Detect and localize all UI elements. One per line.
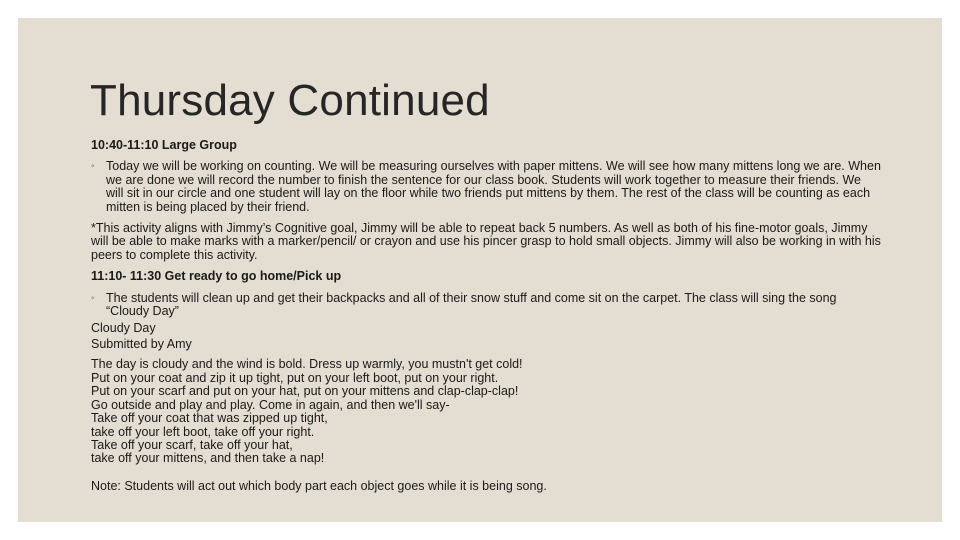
lyric-line: Take off your coat that was zipped up tight, xyxy=(91,411,328,426)
song-lyrics xyxy=(91,358,881,465)
bullet-item-counting xyxy=(91,160,881,214)
lyric-line: The day is cloudy and the wind is bold. Dress up warmly, you mustn't get cold! xyxy=(91,357,523,372)
slide xyxy=(18,18,942,522)
bullet-text-cleanup: The students will clean up and get their backpacks and all of their snow stuff and come sit on the carpet. The class will sing the song “Cloudy Day” xyxy=(106,290,837,319)
submitted-by: Submitted by Amy xyxy=(91,337,192,352)
footer-note: Note: Students will act out which body part each object goes while it is being song. xyxy=(91,478,547,493)
lyric-line: take off your left boot, take off your right. xyxy=(91,424,315,439)
song-title: Cloudy Day xyxy=(91,321,156,336)
bullet-icon: ◦ xyxy=(91,161,95,173)
bullet-item-cleanup xyxy=(91,292,881,319)
lyric-line: Put on your scarf and put on your hat, put on your mittens and clap-clap-clap! xyxy=(91,384,519,399)
lyric-line: Put on your coat and zip it up tight, put on your left boot, put on your right. xyxy=(91,370,499,385)
section-heading-large-group: 10:40-11:10 Large Group xyxy=(91,138,237,152)
lyric-line: Take off your scarf, take off your hat, xyxy=(91,437,293,452)
section-heading-pickup: 11:10- 11:30 Get ready to go home/Pick up xyxy=(91,269,342,284)
slide-title: Thursday Continued xyxy=(90,76,490,125)
bullet-icon: ◦ xyxy=(91,292,95,304)
goal-alignment-note: *This activity aligns with Jimmy’s Cognitive goal, Jimmy will be able to repeat back 5 numbers. As well as both of his fine-motor goals, Jimmy will be able to make marks with a marker/pencil/ or crayon and use his pincer grasp to hold small objects. Jimmy will also be working in with his peers to complete this activity. xyxy=(91,221,881,262)
lyric-line: Go outside and play and play. Come in again, and then we'll say- xyxy=(91,397,450,412)
lyric-line: take off your mittens, and then take a nap! xyxy=(91,451,325,466)
slide-content xyxy=(91,139,881,494)
bullet-text-counting: Today we will be working on counting. We will be measuring ourselves with paper mittens. We will see how many mittens long we are. When we are done we will record the number to finish the sentence for our class book. Students will work together to measure their friends. We will sit in our circle and one student will lay on the floor while two friends put mittens by them. The rest of the class will be counting as each mitten is being placed by their friend. xyxy=(106,159,881,214)
